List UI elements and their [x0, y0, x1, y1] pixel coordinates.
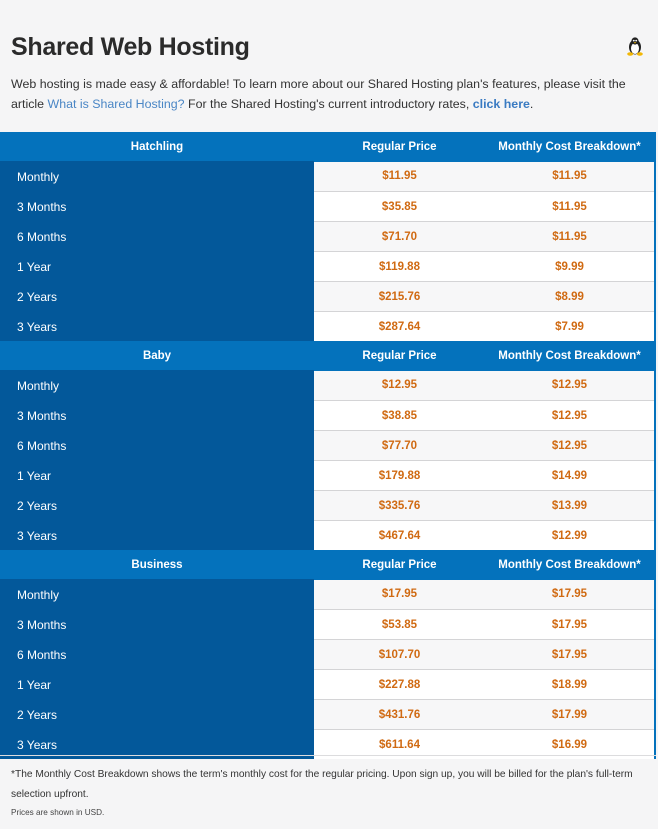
table-row: [0, 222, 655, 252]
monthly-cost: $12.95: [485, 371, 655, 401]
table-row: [0, 700, 655, 730]
monthly-cost: $17.95: [485, 610, 655, 640]
regular-price: $227.88: [314, 670, 485, 700]
monthly-cost-header: Monthly Cost Breakdown*: [485, 341, 655, 371]
intro-text-middle: For the Shared Hosting's current introductory rates,: [184, 97, 473, 111]
footnote: *The Monthly Cost Breakdown shows the term's monthly cost for the regular pricing. Upon sign up, you will be billed for the plan's full-term selection upfront.: [11, 769, 633, 800]
monthly-cost: $7.99: [485, 312, 655, 342]
term-label: 3 Years: [0, 521, 314, 551]
monthly-cost-header: Monthly Cost Breakdown*: [485, 132, 655, 162]
term-label: 2 Years: [0, 700, 314, 730]
regular-price: $107.70: [314, 640, 485, 670]
plan-header-row: [0, 341, 655, 371]
term-label: Monthly: [0, 580, 314, 610]
regular-price: $71.70: [314, 222, 485, 252]
regular-price-header: Regular Price: [314, 132, 485, 162]
term-label: 2 Years: [0, 282, 314, 312]
table-row: [0, 670, 655, 700]
term-label: 3 Years: [0, 730, 314, 760]
table-row: [0, 312, 655, 342]
table-row: [0, 640, 655, 670]
monthly-cost: $12.95: [485, 431, 655, 461]
regular-price: $215.76: [314, 282, 485, 312]
regular-price: $611.64: [314, 730, 485, 760]
term-label: 1 Year: [0, 670, 314, 700]
regular-price: $12.95: [314, 371, 485, 401]
term-label: 6 Months: [0, 431, 314, 461]
regular-price: $35.85: [314, 192, 485, 222]
table-row: [0, 580, 655, 610]
plan-header-row: [0, 550, 655, 580]
term-label: 6 Months: [0, 640, 314, 670]
pricing-table: [0, 132, 656, 759]
regular-price: $335.76: [314, 491, 485, 521]
monthly-cost: $17.99: [485, 700, 655, 730]
monthly-cost: $11.95: [485, 222, 655, 252]
monthly-cost: $13.99: [485, 491, 655, 521]
table-row: [0, 491, 655, 521]
pricing-table-body: [0, 132, 655, 759]
table-row: [0, 282, 655, 312]
monthly-cost: $17.95: [485, 580, 655, 610]
monthly-cost: $8.99: [485, 282, 655, 312]
regular-price: $17.95: [314, 580, 485, 610]
table-row: [0, 521, 655, 551]
table-row: [0, 461, 655, 491]
regular-price-header: Regular Price: [314, 550, 485, 580]
table-row: [0, 431, 655, 461]
table-row: [0, 401, 655, 431]
intro-paragraph: [11, 74, 641, 114]
monthly-cost: $14.99: [485, 461, 655, 491]
regular-price: $11.95: [314, 162, 485, 192]
table-row: [0, 192, 655, 222]
term-label: 3 Months: [0, 192, 314, 222]
plan-name: Business: [0, 550, 314, 580]
term-label: Monthly: [0, 371, 314, 401]
intro-text-end: .: [529, 97, 534, 111]
monthly-cost: $16.99: [485, 730, 655, 760]
what-is-shared-hosting-link[interactable]: What is Shared Hosting?: [47, 97, 185, 111]
plan-name: Baby: [0, 341, 314, 371]
monthly-cost: $17.95: [485, 640, 655, 670]
table-divider: [0, 755, 656, 756]
page-title: Shared Web Hosting: [11, 33, 250, 61]
currency-note: Prices are shown in USD.: [11, 808, 105, 817]
regular-price: $38.85: [314, 401, 485, 431]
regular-price: $119.88: [314, 252, 485, 282]
monthly-cost: $18.99: [485, 670, 655, 700]
linux-penguin-icon: [626, 36, 644, 56]
monthly-cost-header: Monthly Cost Breakdown*: [485, 550, 655, 580]
term-label: 3 Years: [0, 312, 314, 342]
regular-price: $53.85: [314, 610, 485, 640]
term-label: 3 Months: [0, 610, 314, 640]
regular-price-header: Regular Price: [314, 341, 485, 371]
monthly-cost: $12.99: [485, 521, 655, 551]
term-label: Monthly: [0, 162, 314, 192]
regular-price: $467.64: [314, 521, 485, 551]
plan-name: Hatchling: [0, 132, 314, 162]
term-label: 6 Months: [0, 222, 314, 252]
regular-price: $287.64: [314, 312, 485, 342]
term-label: 3 Months: [0, 401, 314, 431]
monthly-cost: $11.95: [485, 162, 655, 192]
term-label: 1 Year: [0, 461, 314, 491]
term-label: 2 Years: [0, 491, 314, 521]
table-row: [0, 252, 655, 282]
intro-text: Web hosting is made easy & affordable! To learn more about our Shared Hosting plan's features, please visit the article: [11, 77, 626, 111]
table-row: [0, 162, 655, 192]
table-row: [0, 610, 655, 640]
monthly-cost: $9.99: [485, 252, 655, 282]
table-row: [0, 371, 655, 401]
click-here-link[interactable]: click here: [472, 97, 530, 111]
regular-price: $77.70: [314, 431, 485, 461]
plan-header-row: [0, 132, 655, 162]
regular-price: $179.88: [314, 461, 485, 491]
monthly-cost: $12.95: [485, 401, 655, 431]
regular-price: $431.76: [314, 700, 485, 730]
term-label: 1 Year: [0, 252, 314, 282]
monthly-cost: $11.95: [485, 192, 655, 222]
